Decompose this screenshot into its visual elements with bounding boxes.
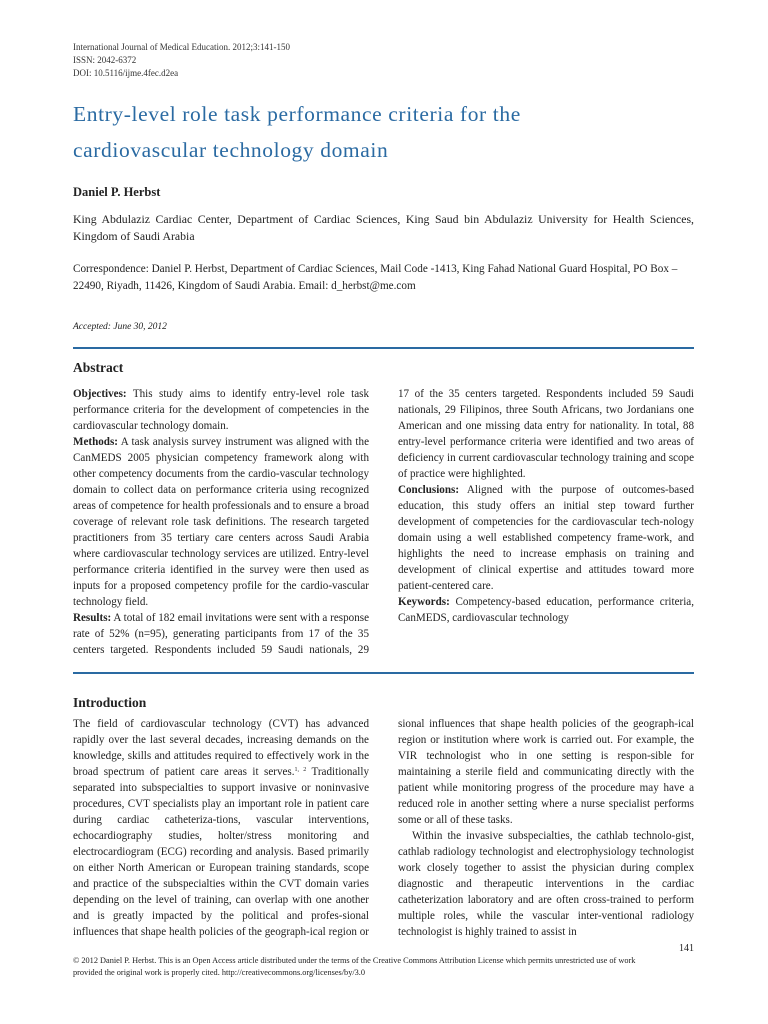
introduction-column-left <box>73 716 369 942</box>
introduction-paragraph-1-cont: sional influences that shape health policies of the geograph-ical region or institution where work is carried out. For example, the VIR technologist who in one setting is respon-sible for maintaining a sterile field and communicating directly with the patient while monitoring progress of the procedure may have a reduced role in another setting where a nurse specialist performs some or all of these tasks. <box>398 718 694 826</box>
introduction-paragraph-1 <box>73 716 369 942</box>
correspondence: Correspondence: Daniel P. Herbst, Department of Cardiac Sciences, Mail Code -1413, King Fahad National Guard Hospital, PO Box – 22490, Riyadh, 11426, Kingdom of Saudi Arabia. Email: d_herbst@me.com <box>73 263 678 292</box>
license-line-1: © 2012 Daniel P. Herbst. This is an Open Access article distributed under the terms of the Creative Commons Attribution License which permits unrestricted use of work <box>73 956 636 965</box>
abstract-column-left <box>73 386 369 656</box>
objectives-text: This study aims to identify entry-level role task performance criteria for the development of competencies in the cardiovascular technology domain. <box>73 388 369 432</box>
methods-label: Methods: <box>73 436 118 448</box>
article-title-line2: cardiovascular technology domain <box>73 138 389 162</box>
page-number: 141 <box>679 943 694 954</box>
keywords-label: Keywords: <box>398 596 450 608</box>
introduction-paragraph-2: Within the invasive subspecialties, the cathlab technolo-gist, cathlab radiology technologist and electrophysiology technologist work closely together to assist the physician during complex diagnostic and therapeutic interventions in the cardiac catheterization laboratory and are often cross-trained to perform multiple roles, while the vascular inter-ventional radiology technologist is highly trained to assist in <box>398 830 694 938</box>
divider-middle <box>73 672 694 674</box>
license-line-2: provided the original work is properly cited. http://creativecommons.org/licenses/by/3.0 <box>73 968 366 977</box>
journal-meta <box>73 41 290 80</box>
introduction-column-right <box>398 716 694 942</box>
results-text-cont: 17 of the 35 centers targeted. Respondents included 59 Saudi nationals, 29 Filipinos, three South Africans, two Jordanians one American and one missing data entry for nationality. In total, 88 entry-level performance criteria were identified and two areas of deficiency in current cardiovascular technology training and scope of practice were highlighted. <box>398 388 694 480</box>
objectives-label: Objectives: <box>73 388 127 400</box>
journal-doi: DOI: 10.5116/ijme.4fec.d2ea <box>73 68 179 78</box>
conclusions-label: Conclusions: <box>398 484 460 496</box>
article-title <box>73 96 713 168</box>
abstract-body-cont <box>398 386 694 626</box>
results-label: Results: <box>73 612 112 624</box>
author-name: Daniel P. Herbst <box>73 185 161 199</box>
conclusions-text: Aligned with the purpose of outcomes-based education, this study offers an initial step toward further development of competencies for the cardiovascular tech-nology domain using a well established competency frame-work, and highlights the need to increase emphasis on training and development of clinical expertise and attitudes toward more patient-centered care. <box>398 484 694 592</box>
article-title-line1: Entry-level role task performance criteria for the <box>73 102 521 126</box>
abstract-heading: Abstract <box>73 360 124 375</box>
keywords-text: Competency-based education, performance criteria, CanMEDS, cardiovascular technology <box>398 596 694 624</box>
abstract-column-right <box>398 386 694 661</box>
license-footer <box>73 955 694 979</box>
author-affiliation: King Abdulaziz Cardiac Center, Department of Cardiac Sciences, King Saud bin Abdulaziz University for Health Sciences, Kingdom of Saudi Arabia <box>73 212 694 243</box>
journal-issn: ISSN: 2042-6372 <box>73 55 137 65</box>
abstract-body <box>73 386 369 656</box>
introduction-heading: Introduction <box>73 695 147 710</box>
journal-citation: International Journal of Medical Education. 2012;3:141-150 <box>73 42 290 52</box>
intro-p1-a: The field of cardiovascular technology (CVT) has advanced rapidly over the last several decades, increasing demands on the knowledge, skills and attitudes required to effectively work in the broad spectrum of patient care areas it serves. <box>73 718 369 778</box>
methods-text: A task analysis survey instrument was aligned with the CanMEDS 2005 physician competency framework along with other competency documents from the cardio-vascular technology domain to collect data on performance criteria using recognized areas of competence for health professionals and to ensure a broad coverage of relevant role task definitions. The research targeted practitioners from 35 tertiary care centers across Saudi Arabia where cardiovascular technology services are utilized. Entry-level performance criteria identified in the survey were then used as inputs for a proposed competency profile for the cardio-vascular technology field. <box>73 436 369 608</box>
results-text: A total of 182 email invitations were sent with a response rate of 52% (n=95), generating participants from 17 of the 35 centers targeted. Respondents included 59 Saudi nationals, 29 <box>73 612 369 656</box>
accepted-date: Accepted: June 30, 2012 <box>73 322 167 332</box>
citation-ref: 1, 2 <box>294 767 307 773</box>
divider-top <box>73 347 694 349</box>
intro-p1-b: Traditionally separated into subspecialties to support invasive or noninvasive procedures, CVT specialists play an important role in patient care during cardiac catheteriza-tions, vascular interventions, echocardiography studies, holter/stress monitoring and electrocardiogram (ECG) recording and analysis. Based primarily on either North American or European training standards, scope and practice of the subspecialties within the CVT domain varies depending on the level of training, can overlap with one another and is greatly impacted by the political and profes-sional influences that shape health policies of the geograph-ical region or <box>73 766 369 938</box>
